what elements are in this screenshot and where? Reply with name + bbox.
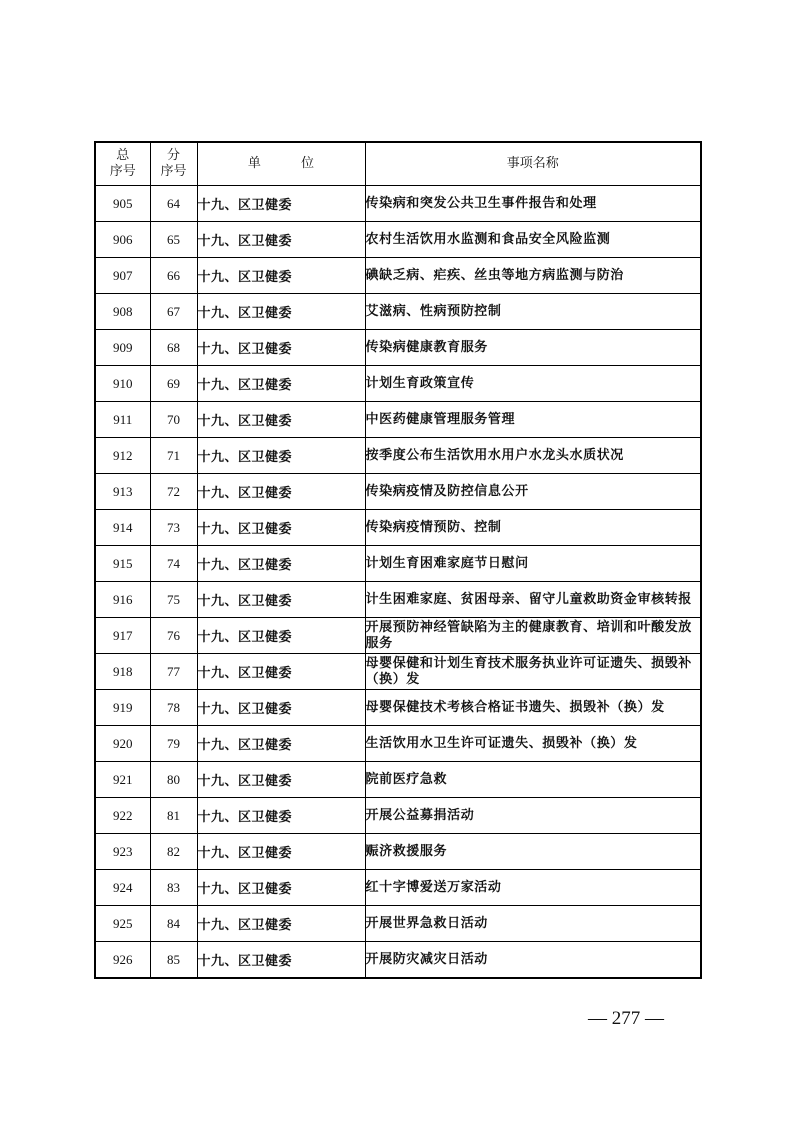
sub-seq-cell: 70 [150, 402, 197, 438]
total-seq-cell: 911 [95, 402, 150, 438]
table-row [95, 546, 701, 582]
item-name-cell: 生活饮用水卫生许可证遗失、损毁补（换）发 [365, 726, 701, 762]
header-row [95, 142, 701, 186]
table-row [95, 834, 701, 870]
sub-seq-cell: 84 [150, 906, 197, 942]
total-seq-cell: 913 [95, 474, 150, 510]
unit-cell: 十九、区卫健委 [197, 258, 365, 294]
table-row [95, 654, 701, 690]
item-name-cell: 院前医疗急救 [365, 762, 701, 798]
total-seq-cell: 910 [95, 366, 150, 402]
unit-cell: 十九、区卫健委 [197, 438, 365, 474]
item-name-cell: 农村生活饮用水监测和食品安全风险监测 [365, 222, 701, 258]
item-name-cell: 红十字博爱送万家活动 [365, 870, 701, 906]
unit-cell: 十九、区卫健委 [197, 906, 365, 942]
item-name-cell: 计划生育困难家庭节日慰问 [365, 546, 701, 582]
table-row [95, 510, 701, 546]
table-row [95, 726, 701, 762]
table-row [95, 258, 701, 294]
total-seq-cell: 926 [95, 942, 150, 979]
unit-cell: 十九、区卫健委 [197, 942, 365, 979]
item-name-cell: 赈济救援服务 [365, 834, 701, 870]
table-row [95, 690, 701, 726]
item-name-cell: 按季度公布生活饮用水用户水龙头水质状况 [365, 438, 701, 474]
header-total-seq-line1: 总 [116, 148, 130, 163]
sub-seq-cell: 65 [150, 222, 197, 258]
unit-cell: 十九、区卫健委 [197, 582, 365, 618]
total-seq-cell: 914 [95, 510, 150, 546]
sub-seq-cell: 68 [150, 330, 197, 366]
table-row [95, 222, 701, 258]
item-name-cell: 计划生育政策宣传 [365, 366, 701, 402]
table-row [95, 942, 701, 979]
item-name-cell: 传染病疫情及防控信息公开 [365, 474, 701, 510]
sub-seq-cell: 72 [150, 474, 197, 510]
unit-cell: 十九、区卫健委 [197, 474, 365, 510]
item-name-cell: 艾滋病、性病预防控制 [365, 294, 701, 330]
total-seq-cell: 909 [95, 330, 150, 366]
total-seq-cell: 905 [95, 186, 150, 222]
table-row [95, 402, 701, 438]
total-seq-cell: 908 [95, 294, 150, 330]
total-seq-cell: 924 [95, 870, 150, 906]
sub-seq-cell: 77 [150, 654, 197, 690]
table-body [95, 186, 701, 979]
unit-cell: 十九、区卫健委 [197, 834, 365, 870]
total-seq-cell: 915 [95, 546, 150, 582]
unit-cell: 十九、区卫健委 [197, 222, 365, 258]
sub-seq-cell: 64 [150, 186, 197, 222]
header-total-seq-line2: 序号 [109, 164, 136, 179]
sub-seq-cell: 75 [150, 582, 197, 618]
unit-cell: 十九、区卫健委 [197, 654, 365, 690]
total-seq-cell: 923 [95, 834, 150, 870]
header-sub-seq [150, 142, 197, 186]
item-name-cell: 母婴保健和计划生育技术服务执业许可证遗失、损毁补（换）发 [365, 654, 701, 690]
item-name-cell: 开展公益募捐活动 [365, 798, 701, 834]
total-seq-cell: 925 [95, 906, 150, 942]
sub-seq-cell: 81 [150, 798, 197, 834]
table-header [95, 142, 701, 186]
item-name-cell: 传染病和突发公共卫生事件报告和处理 [365, 186, 701, 222]
table-row [95, 330, 701, 366]
table-row [95, 906, 701, 942]
table-row [95, 438, 701, 474]
header-sub-seq-line1: 分 [166, 148, 180, 163]
total-seq-cell: 907 [95, 258, 150, 294]
sub-seq-cell: 83 [150, 870, 197, 906]
sub-seq-cell: 78 [150, 690, 197, 726]
header-unit: 单 位 [197, 142, 365, 186]
unit-cell: 十九、区卫健委 [197, 726, 365, 762]
item-name-cell: 计生困难家庭、贫困母亲、留守儿童救助资金审核转报 [365, 582, 701, 618]
sub-seq-cell: 71 [150, 438, 197, 474]
sub-seq-cell: 85 [150, 942, 197, 979]
table-row [95, 294, 701, 330]
sub-seq-cell: 74 [150, 546, 197, 582]
total-seq-cell: 916 [95, 582, 150, 618]
item-name-cell: 传染病健康教育服务 [365, 330, 701, 366]
table-row [95, 618, 701, 654]
table-row [95, 474, 701, 510]
sub-seq-cell: 82 [150, 834, 197, 870]
page-number: — 277 — [588, 1008, 664, 1029]
unit-cell: 十九、区卫健委 [197, 798, 365, 834]
table-row [95, 582, 701, 618]
sub-seq-cell: 69 [150, 366, 197, 402]
unit-cell: 十九、区卫健委 [197, 330, 365, 366]
total-seq-cell: 921 [95, 762, 150, 798]
service-items-table [94, 141, 702, 979]
unit-cell: 十九、区卫健委 [197, 294, 365, 330]
sub-seq-cell: 66 [150, 258, 197, 294]
item-name-cell: 中医药健康管理服务管理 [365, 402, 701, 438]
total-seq-cell: 919 [95, 690, 150, 726]
total-seq-cell: 912 [95, 438, 150, 474]
total-seq-cell: 920 [95, 726, 150, 762]
unit-cell: 十九、区卫健委 [197, 690, 365, 726]
total-seq-cell: 917 [95, 618, 150, 654]
table-row [95, 186, 701, 222]
unit-cell: 十九、区卫健委 [197, 618, 365, 654]
header-total-seq [95, 142, 150, 186]
item-name-cell: 传染病疫情预防、控制 [365, 510, 701, 546]
unit-cell: 十九、区卫健委 [197, 546, 365, 582]
table-row [95, 762, 701, 798]
sub-seq-cell: 79 [150, 726, 197, 762]
unit-cell: 十九、区卫健委 [197, 186, 365, 222]
sub-seq-cell: 76 [150, 618, 197, 654]
sub-seq-cell: 73 [150, 510, 197, 546]
item-name-cell: 开展防灾减灾日活动 [365, 942, 701, 979]
sub-seq-cell: 67 [150, 294, 197, 330]
header-sub-seq-line2: 序号 [160, 164, 187, 179]
item-name-cell: 母婴保健技术考核合格证书遗失、损毁补（换）发 [365, 690, 701, 726]
table-row [95, 798, 701, 834]
item-name-cell: 碘缺乏病、疟疾、丝虫等地方病监测与防治 [365, 258, 701, 294]
total-seq-cell: 906 [95, 222, 150, 258]
sub-seq-cell: 80 [150, 762, 197, 798]
unit-cell: 十九、区卫健委 [197, 762, 365, 798]
item-name-cell: 开展世界急救日活动 [365, 906, 701, 942]
unit-cell: 十九、区卫健委 [197, 366, 365, 402]
total-seq-cell: 918 [95, 654, 150, 690]
table-row [95, 870, 701, 906]
unit-cell: 十九、区卫健委 [197, 870, 365, 906]
table-row [95, 366, 701, 402]
total-seq-cell: 922 [95, 798, 150, 834]
unit-cell: 十九、区卫健委 [197, 402, 365, 438]
item-name-cell: 开展预防神经管缺陷为主的健康教育、培训和叶酸发放服务 [365, 618, 701, 654]
header-item-name: 事项名称 [365, 142, 701, 186]
unit-cell: 十九、区卫健委 [197, 510, 365, 546]
